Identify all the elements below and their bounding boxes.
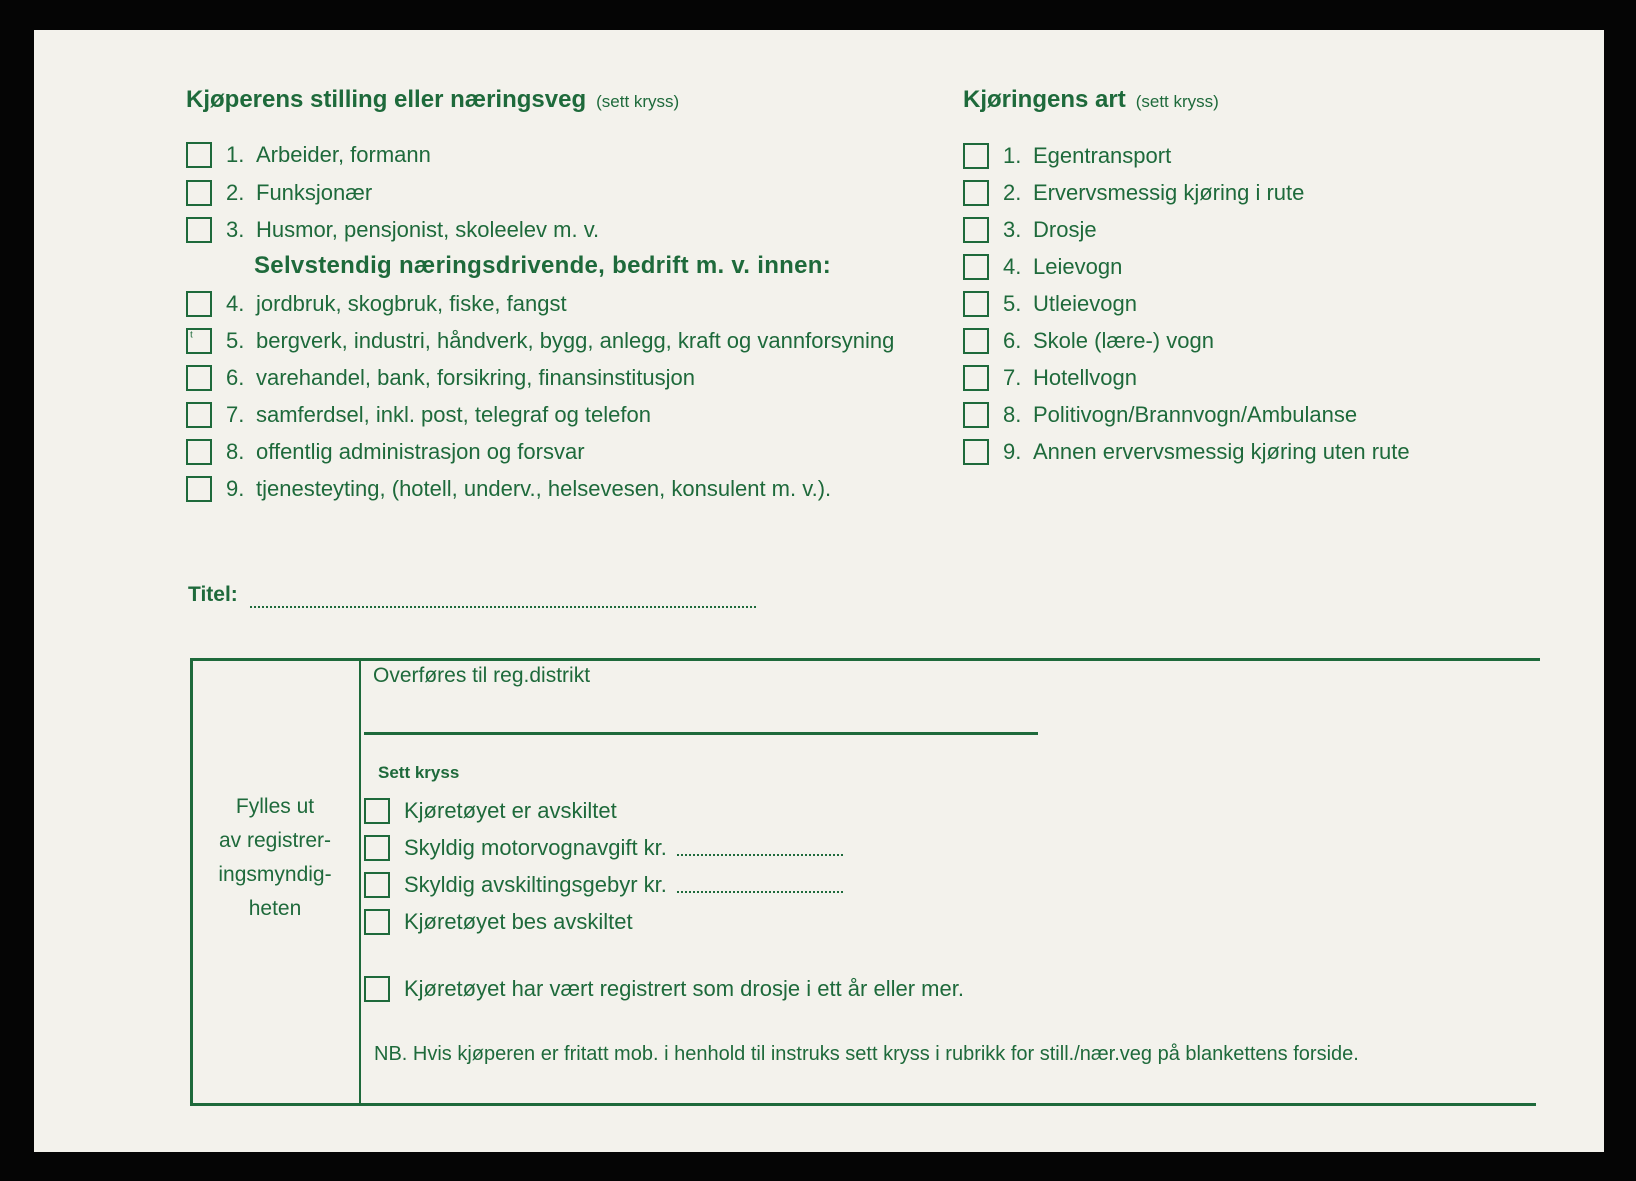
checkbox[interactable] xyxy=(963,439,989,465)
checkbox[interactable] xyxy=(963,143,989,169)
checkbox[interactable] xyxy=(364,909,390,935)
option-number: 4. xyxy=(226,291,245,316)
option-label: Skole (lære-) vogn xyxy=(1033,328,1214,353)
option-label: tjenesteyting, (hotell, underv., helsevesen, konsulent m. v.). xyxy=(256,476,832,501)
check-mark: ᵗ xyxy=(190,328,194,344)
checkbox[interactable] xyxy=(186,142,212,168)
option-number: 5. xyxy=(226,328,245,353)
checkbox[interactable] xyxy=(364,835,390,861)
option-label: Hotellvogn xyxy=(1033,365,1137,390)
option-label: Utleievogn xyxy=(1033,291,1137,316)
checkbox[interactable] xyxy=(963,328,989,354)
option-label: Husmor, pensjonist, skoleelev m. v. xyxy=(256,217,600,242)
amount-field[interactable] xyxy=(677,877,843,893)
option-number: 3. xyxy=(226,217,245,242)
titel-field[interactable] xyxy=(250,592,756,608)
buyer-option-5[interactable] xyxy=(186,328,894,354)
driving-option-3[interactable] xyxy=(963,217,1097,243)
titel-label: Titel: xyxy=(188,583,238,606)
buyer-option-7[interactable] xyxy=(186,402,651,428)
option-label: varehandel, bank, forsikring, finansinstitusjon xyxy=(256,365,696,390)
checkbox[interactable] xyxy=(186,476,212,502)
option-label: Ervervsmessig kjøring i rute xyxy=(1033,180,1305,205)
option-label: offentlig administrasjon og forsvar xyxy=(256,439,585,464)
self-employed-subheading: Selvstendig næringsdrivende, bedrift m. v. innen: xyxy=(254,252,832,279)
option-number: 8. xyxy=(1003,402,1022,427)
option-number: 9. xyxy=(226,476,245,501)
left-heading-text: Kjøperens stilling eller næringsveg xyxy=(186,86,587,113)
buyer-option-1[interactable] xyxy=(186,142,431,168)
checkbox[interactable] xyxy=(364,976,390,1002)
option-number: 2. xyxy=(1003,180,1022,205)
buyer-option-3[interactable] xyxy=(186,217,599,243)
option-number: 4. xyxy=(1003,254,1022,279)
option-label: Annen ervervsmessig kjøring uten rute xyxy=(1033,439,1410,464)
checkbox[interactable] xyxy=(186,217,212,243)
option-label: Leievogn xyxy=(1033,254,1123,279)
sett-kryss-label: Sett kryss xyxy=(378,763,460,782)
option-label: Funksjonær xyxy=(256,180,373,205)
option-label: Drosje xyxy=(1033,217,1097,242)
option-label: bergverk, industri, håndverk, bygg, anlegg, kraft og vannforsyning xyxy=(256,328,895,353)
option-number: 2. xyxy=(226,180,245,205)
right-heading-text: Kjøringens art xyxy=(963,86,1126,113)
checkbox[interactable] xyxy=(186,180,212,206)
driving-option-2[interactable] xyxy=(963,180,1304,206)
option-number: 7. xyxy=(226,402,245,427)
left-cell-line: ingsmyndig- xyxy=(218,863,332,886)
checkbox[interactable] xyxy=(364,872,390,898)
checkbox[interactable] xyxy=(186,291,212,317)
box-bottom-rule xyxy=(190,1103,1536,1106)
left-cell-line: av registrer- xyxy=(218,829,332,852)
option-number: 6. xyxy=(1003,328,1022,353)
box-divider xyxy=(359,658,361,1106)
driving-option-6[interactable] xyxy=(963,328,1214,354)
checkbox[interactable] xyxy=(963,291,989,317)
driving-option-4[interactable] xyxy=(963,254,1122,280)
buyer-option-2[interactable] xyxy=(186,180,372,206)
check-label: Skyldig motorvognavgift kr. xyxy=(404,835,667,860)
option-number: 1. xyxy=(226,142,245,167)
driving-option-9[interactable] xyxy=(963,439,1410,465)
check-vehicle-tax[interactable] xyxy=(364,835,843,861)
checkbox[interactable] xyxy=(963,402,989,428)
checkbox[interactable] xyxy=(186,439,212,465)
option-number: 8. xyxy=(226,439,245,464)
option-number: 5. xyxy=(1003,291,1022,316)
transfer-district-field[interactable] xyxy=(364,732,1038,735)
driving-option-1[interactable] xyxy=(963,143,1171,169)
check-deregistration-fee[interactable] xyxy=(364,872,843,898)
check-label: Kjøretøyet har vært registrert som drosje i ett år eller mer. xyxy=(404,976,964,1001)
option-label: Politivogn/Brannvogn/Ambulanse xyxy=(1033,402,1358,427)
option-number: 9. xyxy=(1003,439,1022,464)
check-request-deregistration[interactable] xyxy=(364,909,633,935)
box-top-rule xyxy=(190,658,1540,661)
option-label: samferdsel, inkl. post, telegraf og telefon xyxy=(256,402,651,427)
box-left-rule xyxy=(190,658,193,1106)
left-heading-note: (sett kryss) xyxy=(596,92,680,111)
buyer-option-4[interactable] xyxy=(186,291,567,317)
option-number: 1. xyxy=(1003,143,1022,168)
check-label: Skyldig avskiltingsgebyr kr. xyxy=(404,872,667,897)
buyer-option-9[interactable] xyxy=(186,476,831,502)
left-cell-line: Fylles ut xyxy=(235,795,315,818)
check-deregistered[interactable] xyxy=(364,798,617,824)
checkbox[interactable] xyxy=(186,402,212,428)
check-label: Kjøretøyet bes avskiltet xyxy=(404,909,633,934)
checkbox[interactable] xyxy=(963,180,989,206)
right-heading-note: (sett kryss) xyxy=(1135,92,1219,111)
buyer-option-8[interactable] xyxy=(186,439,585,465)
checkbox[interactable] xyxy=(364,798,390,824)
transfer-label: Overføres til reg.distrikt xyxy=(373,664,591,687)
option-number: 3. xyxy=(1003,217,1022,242)
checkbox[interactable] xyxy=(963,254,989,280)
buyer-option-6[interactable] xyxy=(186,365,695,391)
left-heading xyxy=(186,86,679,114)
option-number: 6. xyxy=(226,365,245,390)
driving-option-7[interactable] xyxy=(963,365,1137,391)
driving-option-5[interactable] xyxy=(963,291,1137,317)
checkbox[interactable] xyxy=(963,365,989,391)
check-label: Kjøretøyet er avskiltet xyxy=(404,798,617,823)
driving-option-8[interactable] xyxy=(963,402,1357,428)
right-heading xyxy=(963,86,1219,114)
nb-note: NB. Hvis kjøperen er fritatt mob. i henhold til instruks sett kryss i rubrikk for still./nær.veg på blankettens forside. xyxy=(374,1043,1359,1065)
option-label: Arbeider, formann xyxy=(256,142,431,167)
option-number: 7. xyxy=(1003,365,1022,390)
registration-authority-note xyxy=(195,790,355,926)
check-taxi-registered[interactable] xyxy=(364,976,964,1002)
option-label: jordbruk, skogbruk, fiske, fangst xyxy=(256,291,567,316)
checkbox[interactable] xyxy=(963,217,989,243)
option-label: Egentransport xyxy=(1033,143,1172,168)
checkbox-checked[interactable] xyxy=(186,328,212,354)
left-cell-line: heten xyxy=(248,897,302,920)
checkbox[interactable] xyxy=(186,365,212,391)
amount-field[interactable] xyxy=(677,840,843,856)
